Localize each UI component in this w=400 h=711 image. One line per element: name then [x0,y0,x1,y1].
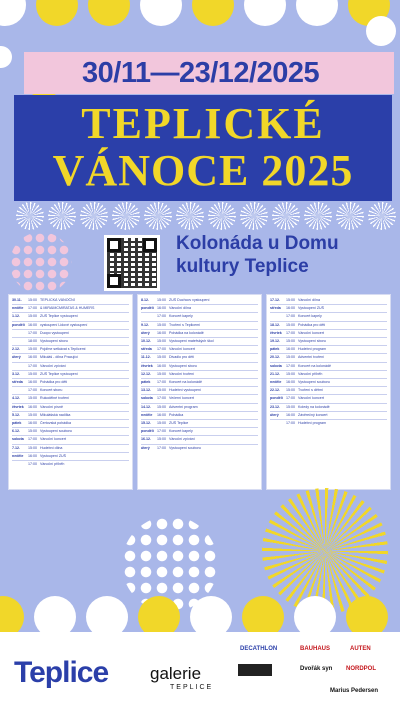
schedule-time: 17:00 [157,380,166,385]
starburst-decor [208,202,236,230]
schedule-text: Vystoupení sboru [169,363,197,368]
schedule-text: Večerní koncert [169,396,194,401]
schedule-date: 16.12. [141,437,151,442]
schedule-time: 16:00 [157,306,166,311]
schedule-date: 23.12. [270,404,280,409]
schedule-text: Vánoční příběh [40,462,65,467]
decor-circle [192,0,234,26]
teplice-logo: Teplice [14,656,109,689]
schedule-time: 15:00 [286,355,295,360]
schedule-entry [12,386,129,393]
schedule-text: Vystoupení souboru [40,429,72,434]
schedule-time: 17:00 [28,363,37,368]
schedule-date [12,462,28,467]
starburst-decor [240,202,268,230]
schedule-time: 17:00 [286,330,295,335]
schedule-entry [141,403,258,410]
schedule-entry [270,403,387,410]
schedule-text: Hudební dílna [40,445,63,450]
schedule-text: Vánoční koncert [298,330,324,335]
schedule-entry [270,312,387,319]
schedule-text: Pohádka na kolonádě [169,330,204,335]
schedule-time: 16:00 [157,330,166,335]
schedule-text: Adventní program [169,404,198,409]
schedule-text: Vánoční zpívání [40,363,66,368]
schedule-entry [12,452,129,459]
schedule-date: 1.12. [12,314,20,319]
schedule-entry [12,419,129,426]
schedule-text: Vystoupení ZUŠ [298,306,325,311]
schedule-text: ZUŠ Duchcov vystoupení [169,298,210,302]
schedule-date: 30.11. [12,298,22,302]
schedule-time: 17:00 [286,314,295,319]
schedule-date: úterý [141,445,150,450]
schedule-date: neděle [12,306,24,311]
schedule-time: 17:00 [157,347,166,352]
schedule-entry [141,345,258,352]
schedule-entry [12,370,129,377]
schedule-time: 15:00 [28,314,37,319]
schedule-entry [12,427,129,434]
schedule-text: Vánoční koncert [40,437,66,442]
schedule-entry [141,444,258,451]
schedule-text: Čertovská pohádka [40,421,71,426]
schedule-date: neděle [141,412,153,417]
qr-code[interactable] [104,235,160,291]
decor-circle [0,0,26,26]
title-line-1: TEPLICKÉ [81,99,325,148]
decor-circle [36,0,78,26]
schedule-entry [141,312,258,319]
starburst-decor [144,202,172,230]
schedule-date: 10.12. [141,339,151,344]
schedule-text: Pohádka [169,412,184,417]
schedule-entry [141,297,258,303]
schedule-time: 15:00 [157,388,166,393]
schedule-time: 17:00 [157,445,166,450]
starburst-decor [48,202,76,230]
schedule-time: 15:00 [28,412,37,417]
schedule-entry [12,378,129,385]
schedule-text: Vystoupení mateřských škol [169,339,214,344]
schedule-text: ZUŠ Teplice vystoupení [40,314,78,319]
schedule-text: Hudební vystoupení [169,388,201,393]
schedule-text: Vánoční zpívání [169,437,195,442]
schedule-date: čtvrtek [12,404,24,409]
schedule-entry [12,304,129,311]
schedule-entry [270,386,387,393]
schedule-entry [270,297,387,303]
schedule-time: 16:00 [28,380,37,385]
schedule-time: 16:00 [28,355,37,360]
schedule-date [12,331,28,336]
schedule-time: 16:00 [157,363,166,368]
schedule-date: čtvrtek [141,363,153,368]
schedule-text: Vánoční příběh [298,371,323,376]
schedule-text: Vystoupení souboru [169,445,201,450]
schedule-text: Mikuláš - dílna Pracující [40,355,79,360]
schedule-time: 15:00 [28,396,37,401]
schedule-entry [12,353,129,360]
schedule-text: Koncert kapely [169,314,193,319]
schedule-date: 17.12. [270,298,280,302]
schedule-entry [141,370,258,377]
schedule-date: 9.12. [141,322,149,327]
schedule-date: středa [141,347,152,352]
schedule-entry [270,362,387,369]
schedule-date: 6.12. [12,429,20,434]
schedule-date: 14.12. [141,404,151,409]
schedule-time: 16:00 [28,404,37,409]
schedule-time: 16:00 [28,453,37,458]
dotted-circle-decor [10,232,72,294]
schedule-text: Vystoupení souboru [298,380,330,385]
starburst-decor [16,202,44,230]
decor-circle [88,0,130,26]
schedule-time: 16:00 [28,322,37,327]
sponsor-decathlon: DECATHLON [240,646,278,652]
schedule-entry [12,435,129,442]
sponsor-marius-pedersen: Marius Pedersen [330,688,379,694]
schedule-time: 15:00 [28,371,37,376]
schedule-text: Vánoční koncert [298,396,324,401]
schedule-text: Vánoční tvoření [169,371,195,376]
schedule-time: 15:00 [157,421,166,426]
schedule-text: Vánoční písně [40,404,63,409]
program-column-3 [266,294,391,490]
schedule-date: pátek [141,380,151,385]
schedule-text: Závěrečný koncert [298,412,328,417]
schedule-date: středa [270,306,281,311]
schedule-time: 17:00 [157,396,166,401]
event-dates: 30/11—23/12/2025 [82,57,320,89]
schedule-text: Koncert kapely [169,429,193,434]
schedule-text: Tvoření s dětmi [298,388,323,393]
schedule-entry [141,321,258,328]
schedule-date: sobota [270,363,282,368]
schedule-entry [270,321,387,328]
yellow-burst-decor [262,488,388,614]
schedule-date: neděle [12,453,24,458]
schedule-date: pátek [12,421,22,426]
program-schedule [8,294,392,490]
sponsor-nordpol: NORDPOL [346,666,376,672]
schedule-time: 17:00 [157,429,166,434]
schedule-date: sobota [12,437,24,442]
schedule-text: Koncert na kolonádě [298,363,331,368]
schedule-entry [270,370,387,377]
schedule-entry [270,304,387,311]
schedule-time: 15:00 [157,404,166,409]
schedule-text: ZUŠ Teplice vystoupení [40,371,78,376]
program-column-1 [8,294,133,490]
schedule-time: 17:00 [157,314,166,319]
schedule-time: 17:00 [286,421,295,426]
venue [176,232,396,278]
decor-circle [366,16,396,46]
schedule-text: Pohádka pro děti [40,380,68,385]
decor-circle [0,46,12,68]
schedule-entry [12,403,129,410]
schedule-date: pátek [270,347,280,352]
schedule-date: 22.12. [270,388,280,393]
schedule-text: Pojďme setkávat s Teplicemi [40,347,86,352]
schedule-time: 17:00 [286,363,295,368]
schedule-date: 4.12. [12,396,20,401]
schedule-date: sobota [141,396,153,401]
schedule-date: pondělí [141,306,154,311]
schedule-time: 15:00 [286,404,295,409]
schedule-text: Koncert sboru [40,388,63,393]
schedule-time: 15:00 [286,388,295,393]
schedule-date [270,421,286,426]
schedule-entry [270,337,387,344]
schedule-text: Divadlo pro děti [169,355,194,360]
schedule-text: Hudební program [298,421,326,426]
schedule-time: 15:00 [286,322,295,327]
schedule-entry [141,378,258,385]
schedule-text: & MIRAIMCMIRATAS & HUMERS [40,306,95,311]
schedule-entry [12,394,129,401]
schedule-time: 17:00 [28,330,37,335]
schedule-date: čtvrtek [270,330,282,335]
title-line-2: VÁNOCE 2025 [52,146,354,195]
schedule-date: 7.12. [12,445,20,450]
schedule-entry [270,394,387,401]
schedule-time: 15:00 [286,339,295,344]
schedule-text: Rukodělné tvoření [40,396,70,401]
venue-line-1: Kolonáda u Domu [176,233,339,254]
schedule-date: úterý [270,412,279,417]
schedule-text: Hudební program [298,347,326,352]
schedule-entry [270,419,387,426]
schedule-time: 17:00 [28,462,37,467]
schedule-date: 18.12. [270,322,280,327]
schedule-date: 11.12. [141,355,151,360]
schedule-time: 15:00 [157,298,166,302]
schedule-text: Vystoupení sboru [40,339,68,344]
starburst-decor [304,202,332,230]
schedule-time: 17:00 [28,306,37,311]
schedule-time: 15:00 [28,298,37,302]
schedule-time: 15:00 [28,347,37,352]
schedule-date: 2.12. [12,347,20,352]
schedule-entry [141,419,258,426]
schedule-text: Vystoupení sboru [298,339,326,344]
schedule-time: 15:00 [157,437,166,442]
schedule-text: Koncert kapely [298,314,322,319]
decor-circle [140,0,182,26]
schedule-date [270,314,286,319]
schedule-text: Vánoční koncert [169,347,195,352]
schedule-entry [12,362,129,369]
schedule-date [141,314,157,319]
schedule-text: Vánoční dílna [298,298,320,302]
schedule-entry [12,345,129,352]
schedule-date: 5.12. [12,412,20,417]
schedule-date [12,388,28,393]
schedule-entry [12,329,129,336]
schedule-date: 8.12. [141,298,149,302]
schedule-time: 16:00 [286,306,295,311]
schedule-entry [12,460,129,467]
schedule-time: 15:00 [286,371,295,376]
schedule-entry [141,304,258,311]
schedule-date: neděle [270,380,282,385]
starburst-decor [336,202,364,230]
schedule-date [12,364,28,369]
schedule-date [12,339,28,344]
starburst-decor [112,202,140,230]
schedule-text: Mikulášská nadílka [40,412,71,417]
sponsor-logo-box [238,664,272,676]
schedule-text: Koncert na kolonádě [169,380,202,385]
schedule-date: úterý [141,330,150,335]
schedule-time: 15:00 [28,445,37,450]
schedule-date: 3.12. [12,371,20,376]
sponsor-auten: AUTEN [350,646,371,652]
schedule-date: pondělí [12,322,25,327]
schedule-time: 15:00 [286,298,295,302]
schedule-time: 15:00 [157,371,166,376]
galerie-logo: galerie [150,664,202,683]
schedule-entry [270,411,387,418]
schedule-entry [141,386,258,393]
schedule-text: ZUŠ Teplice [169,421,189,426]
schedule-date: středa [12,380,23,385]
schedule-text: Duopo vystoupení [40,330,69,335]
schedule-text: Vánoční dílna [169,306,191,311]
sponsor-bauhaus: BAUHAUS [300,646,330,652]
decor-circle [296,0,338,26]
schedule-entry [141,362,258,369]
schedule-date: 20.12. [270,355,280,360]
schedule-entry [270,378,387,385]
schedule-time: 17:00 [28,388,37,393]
schedule-entry [12,444,129,451]
schedule-entry [141,329,258,336]
starburst-decor [368,202,396,230]
schedule-entry [270,329,387,336]
schedule-time: 18:00 [28,339,37,344]
schedule-text: Koledy na kolonádě [298,404,330,409]
schedule-date: pondělí [141,429,154,434]
schedule-time: 15:00 [28,429,37,434]
schedule-entry [12,337,129,344]
schedule-date: pondělí [270,396,283,401]
schedule-time: 16:00 [286,412,295,417]
schedule-date: 13.12. [141,388,151,393]
schedule-date: 21.12. [270,371,280,376]
starburst-decor [80,202,108,230]
starburst-decor [176,202,204,230]
schedule-entry [270,345,387,352]
schedule-date: 12.12. [141,371,151,376]
schedule-text: Adventní tvoření [298,355,325,360]
schedule-entry [141,427,258,434]
venue-line-2: kultury Teplice [176,256,309,277]
schedule-entry [141,394,258,401]
starburst-decor [272,202,300,230]
schedule-date: 15.12. [141,421,151,426]
schedule-text: Tvoření s Teplicemi [169,322,200,327]
schedule-entry [12,411,129,418]
galerie-logo-sub: TEPLICE [170,684,214,691]
schedule-time: 16:00 [286,347,295,352]
schedule-time: 17:00 [28,437,37,442]
schedule-time: 16:00 [28,421,37,426]
program-column-2 [137,294,262,490]
schedule-entry [12,297,129,303]
schedule-text: Vystoupení ZUŠ [40,453,67,458]
schedule-entry [141,435,258,442]
schedule-time: 15:00 [157,322,166,327]
schedule-entry [270,353,387,360]
schedule-time: 16:00 [157,412,166,417]
schedule-time: 15:00 [157,339,166,344]
schedule-time: 15:00 [157,355,166,360]
schedule-entry [141,353,258,360]
schedule-time: 16:00 [286,380,295,385]
schedule-date: 19.12. [270,339,280,344]
schedule-entry [141,337,258,344]
schedule-text: TEPLICKÁ VÁNOČNÍ [40,298,75,302]
schedule-date: úterý [12,355,21,360]
schedule-entry [12,321,129,328]
schedule-time: 17:00 [286,396,295,401]
decor-circle [244,0,286,26]
schedule-text: vystoupení Lidové vystoupení [40,322,88,327]
schedule-entry [12,312,129,319]
schedule-entry [141,411,258,418]
sponsor-dvorak: Dvořák syn [300,666,333,672]
schedule-text: Pohádka pro děti [298,322,326,327]
